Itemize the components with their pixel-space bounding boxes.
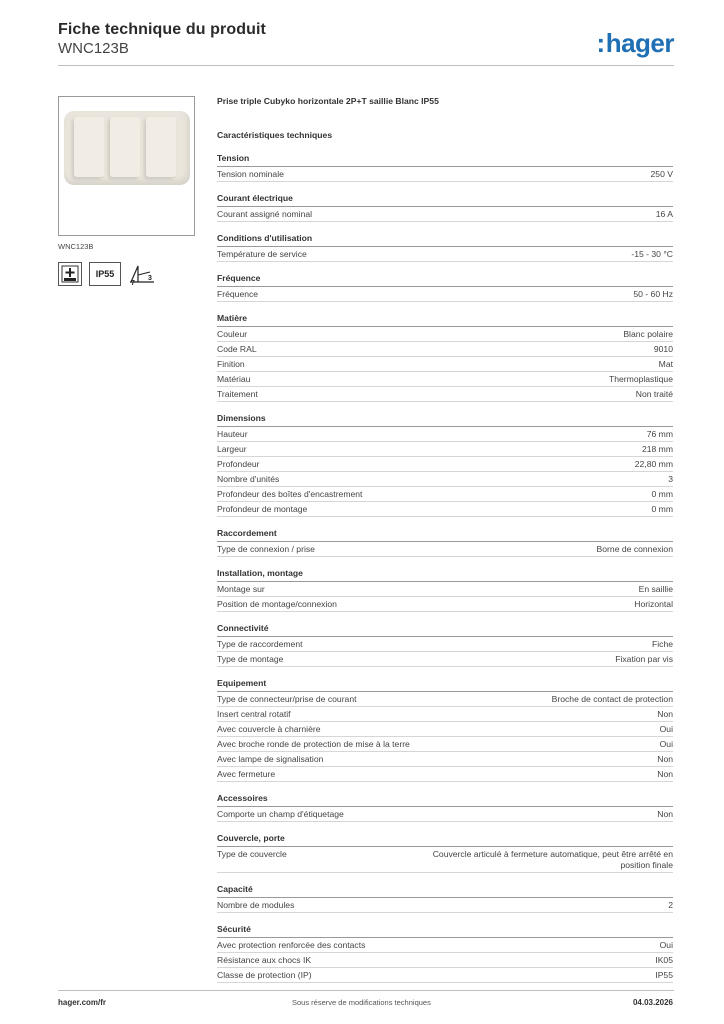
product-image: [58, 96, 195, 236]
spec-value: 3: [668, 474, 673, 484]
spec-section: [217, 411, 673, 517]
spec-row: [217, 953, 673, 968]
spec-value: IK05: [655, 955, 673, 965]
spec-section: [217, 526, 673, 557]
brand-logo: [597, 28, 674, 59]
certification-badges: [58, 262, 156, 286]
spec-label: Avec couvercle à charnière: [217, 724, 321, 734]
spec-label: Montage sur: [217, 584, 265, 594]
spec-value: 22,80 mm: [634, 459, 673, 469]
spec-row: [217, 847, 673, 873]
section-title: Raccordement: [217, 526, 673, 542]
product-name: Prise triple Cubyko horizontale 2P+T saillie Blanc IP55: [217, 96, 439, 106]
spec-row: [217, 582, 673, 597]
spec-row: [217, 287, 673, 302]
spec-value: Oui: [659, 940, 673, 950]
spec-row: [217, 707, 673, 722]
spec-value: 0 mm: [651, 489, 673, 499]
spec-label: Tension nominale: [217, 169, 284, 179]
spec-row: [217, 472, 673, 487]
spec-section: [217, 231, 673, 262]
spec-section: [217, 922, 673, 983]
section-title: Conditions d'utilisation: [217, 231, 673, 247]
section-title: Equipement: [217, 676, 673, 692]
spec-section: [217, 151, 673, 182]
spec-row: [217, 167, 673, 182]
spec-value: Fiche: [651, 639, 673, 649]
spec-row: [217, 722, 673, 737]
spec-label: Type de connecteur/prise de courant: [217, 694, 357, 704]
earth-plug-icon: [58, 262, 82, 286]
spec-row: [217, 807, 673, 822]
spec-row: [217, 652, 673, 667]
spec-value: IP55: [655, 970, 673, 980]
spec-row: [217, 427, 673, 442]
spec-label: Profondeur des boîtes d'encastrement: [217, 489, 363, 499]
spec-value: Non: [657, 769, 673, 779]
spec-row: [217, 737, 673, 752]
spec-row: [217, 968, 673, 983]
section-title: Capacité: [217, 882, 673, 898]
section-title: Couvercle, porte: [217, 831, 673, 847]
section-title: Connectivité: [217, 621, 673, 637]
spec-label: Position de montage/connexion: [217, 599, 337, 609]
spec-section: [217, 621, 673, 667]
spec-value: Blanc polaire: [623, 329, 673, 339]
socket-flap-2: [110, 117, 140, 177]
logo-text: hager: [605, 28, 674, 58]
spec-value: Borne de connexion: [596, 544, 673, 554]
spec-label: Nombre d'unités: [217, 474, 280, 484]
spec-row: [217, 898, 673, 913]
spec-value: Non: [657, 709, 673, 719]
spec-label: Couleur: [217, 329, 248, 339]
spec-value: Couvercle articulé à fermeture automatique, peut être arrêté en position finale: [432, 849, 673, 870]
spec-section: [217, 271, 673, 302]
spec-value: Broche de contact de protection: [551, 694, 673, 704]
spec-value: 218 mm: [641, 444, 673, 454]
spec-sections: [217, 151, 673, 983]
product-code: WNC123B: [58, 40, 129, 57]
temp-low-label: 7: [131, 280, 135, 286]
footer-divider: [58, 990, 674, 991]
spec-value: -15 - 30 °C: [631, 249, 673, 259]
footer-disclaimer: Sous réserve de modifications techniques: [292, 998, 431, 1007]
spec-row: [217, 357, 673, 372]
temp-high-label: 3: [148, 275, 152, 282]
section-title: Dimensions: [217, 411, 673, 427]
spec-value: Mat: [658, 359, 673, 369]
spec-value: 0 mm: [651, 504, 673, 514]
header-divider: [58, 65, 674, 66]
section-title: Tension: [217, 151, 673, 167]
spec-value: Horizontal: [634, 599, 673, 609]
temperature-range-icon: [128, 262, 156, 286]
spec-row: [217, 597, 673, 612]
spec-label: Type de montage: [217, 654, 284, 664]
spec-row: [217, 372, 673, 387]
spec-label: Classe de protection (IP): [217, 970, 312, 980]
socket-flap-1: [74, 117, 104, 177]
socket-body: [64, 111, 190, 185]
spec-value: Non: [657, 754, 673, 764]
spec-row: [217, 767, 673, 782]
spec-value: 2: [668, 900, 673, 910]
section-title: Sécurité: [217, 922, 673, 938]
ip-rating-badge: IP55: [89, 262, 121, 286]
spec-value: Thermoplastique: [608, 374, 673, 384]
spec-row: [217, 342, 673, 357]
spec-row: [217, 542, 673, 557]
spec-label: Type de couvercle: [217, 849, 287, 859]
spec-label: Type de raccordement: [217, 639, 303, 649]
spec-label: Type de connexion / prise: [217, 544, 315, 554]
spec-row: [217, 752, 673, 767]
spec-value: 76 mm: [646, 429, 673, 439]
spec-row: [217, 327, 673, 342]
section-title: Installation, montage: [217, 566, 673, 582]
spec-label: Insert central rotatif: [217, 709, 291, 719]
spec-label: Nombre de modules: [217, 900, 295, 910]
spec-value: 16 A: [655, 209, 673, 219]
spec-row: [217, 457, 673, 472]
spec-label: Avec lampe de signalisation: [217, 754, 324, 764]
spec-value: Non traité: [635, 389, 673, 399]
spec-section: [217, 882, 673, 913]
spec-value: Oui: [659, 724, 673, 734]
spec-row: [217, 938, 673, 953]
spec-value: Oui: [659, 739, 673, 749]
page-title: Fiche technique du produit: [58, 21, 266, 38]
spec-section: [217, 191, 673, 222]
spec-value: Fixation par vis: [615, 654, 673, 664]
spec-label: Traitement: [217, 389, 258, 399]
spec-label: Profondeur: [217, 459, 260, 469]
image-caption: WNC123B: [58, 242, 94, 251]
spec-section: [217, 311, 673, 402]
spec-value: 250 V: [650, 169, 673, 179]
spec-value: 9010: [653, 344, 673, 354]
section-title: Accessoires: [217, 791, 673, 807]
spec-content: [217, 94, 673, 983]
spec-label: Profondeur de montage: [217, 504, 308, 514]
spec-label: Avec protection renforcée des contacts: [217, 940, 366, 950]
spec-section: [217, 566, 673, 612]
spec-row: [217, 502, 673, 517]
spec-label: Fréquence: [217, 289, 259, 299]
spec-row: [217, 442, 673, 457]
section-title: Fréquence: [217, 271, 673, 287]
spec-value: Non: [657, 809, 673, 819]
spec-label: Avec broche ronde de protection de mise à la terre: [217, 739, 410, 749]
spec-label: Hauteur: [217, 429, 248, 439]
spec-label: Matériau: [217, 374, 251, 384]
footer-website[interactable]: hager.com/fr: [58, 998, 107, 1007]
spec-label: Avec fermeture: [217, 769, 276, 779]
spec-row: [217, 207, 673, 222]
spec-label: Courant assigné nominal: [217, 209, 313, 219]
section-title: Courant électrique: [217, 191, 673, 207]
spec-row: [217, 692, 673, 707]
spec-label: Température de service: [217, 249, 307, 259]
spec-label: Code RAL: [217, 344, 257, 354]
socket-flap-3: [146, 117, 176, 177]
logo-colon-mark: :: [596, 28, 605, 58]
spec-row: [217, 487, 673, 502]
spec-row: [217, 637, 673, 652]
footer-date: 04.03.2026: [632, 998, 673, 1007]
spec-value: En saillie: [638, 584, 673, 594]
spec-label: Comporte un champ d'étiquetage: [217, 809, 344, 819]
spec-label: Résistance aux chocs IK: [217, 955, 312, 965]
spec-section: [217, 831, 673, 873]
spec-section: [217, 676, 673, 782]
spec-section: [217, 791, 673, 822]
spec-label: Largeur: [217, 444, 247, 454]
tech-characteristics-title: Caractéristiques techniques: [217, 130, 333, 140]
section-title: Matière: [217, 311, 673, 327]
spec-row: [217, 247, 673, 262]
spec-row: [217, 387, 673, 402]
spec-value: 50 - 60 Hz: [633, 289, 673, 299]
spec-label: Finition: [217, 359, 245, 369]
